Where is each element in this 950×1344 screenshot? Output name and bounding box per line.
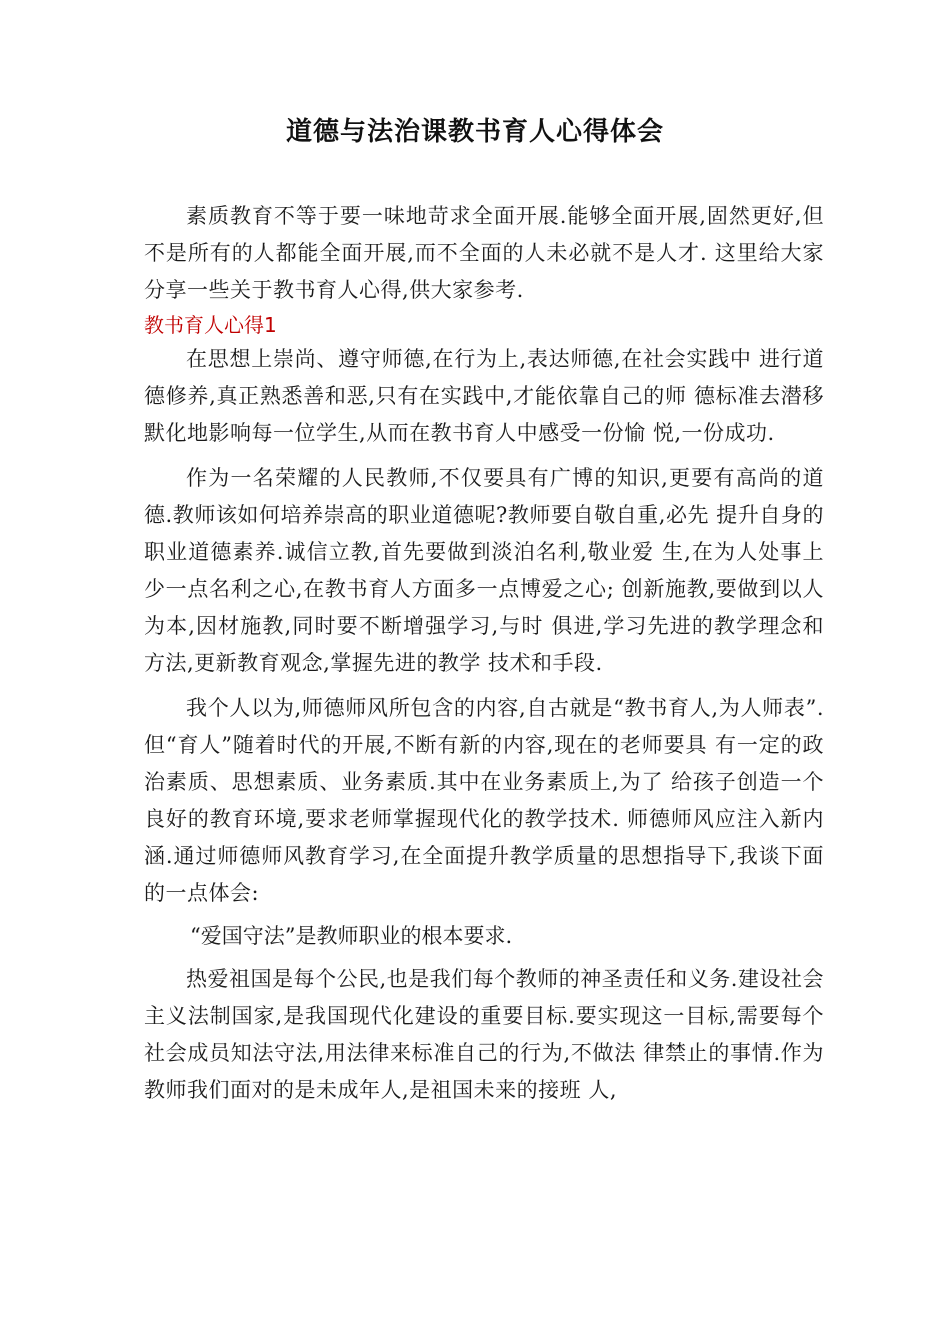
intro-paragraph: 素质教育不等于要一味地苛求全面开展.能够全面开展,固然更好,但不是所有的人都能全面开展,而不全面的人未必就不是人才. 这里给大家分享一些关于教书育人心得,供大家参考.: [144, 204, 824, 302]
document-title: 道德与法治课教书育人心得体会: [285, 117, 664, 147]
body-paragraph-1: 在思想上崇尚、遵守师德,在行为上,表达师德,在社会实践中 进行道德修养,真正熟悉善和恶,只有在实践中,才能依靠自己的师 德标准去潜移默化地影响每一位学生,从而在教书育人中感受一份愉 悦,一份成功.: [144, 347, 824, 445]
body-paragraph-3: 我个人以为,师德师风所包含的内容,自古就是“教书育人,为人师表”.但“育人”随着时代的开展,不断有新的内容,现在的老师要具 有一定的政治素质、思想素质、业务素质.其中在业务素质上,为了 给孩子创造一个良好的教育环境,要求老师掌握现代化的教学技术. 师德师风应注入新内涵.通过师德师风教育学习,在全面提升教学质量的思想指导下,我谈下面的一点体会:: [144, 696, 824, 905]
document-body: [144, 198, 824, 1109]
section-heading: 教书育人心得1: [144, 313, 277, 337]
closing-paragraph: 热爱祖国是每个公民,也是我们每个教师的神圣责任和义务.建设社会主义法制国家,是我国现代化建设的重要目标.要实现这一目标,需要每个社会成员知法守法,用法律来标准自己的行为,不做法 律禁止的事情.作为教师我们面对的是未成年人,是祖国未来的接班 人,: [144, 967, 824, 1102]
body-paragraph-2: 作为一名荣耀的人民教师,不仅要具有广博的知识,更要有高尚的道德.教师该如何培养崇高的职业道德呢?教师要自敬自重,必先 提升自身的职业道德素养.诚信立教,首先要做到淡泊名利,敬业爱 生,在为人处事上少一点名利之心,在教书育人方面多一点博爱之心; 创新施教,要做到以人为本,因材施教,同时要不断增强学习,与时 俱进,学习先进的教学理念和方法,更新教育观念,掌握先进的教学 技术和手段.: [144, 466, 824, 675]
emphasis-line: “爱国守法”是教师职业的根本要求.: [190, 924, 513, 948]
